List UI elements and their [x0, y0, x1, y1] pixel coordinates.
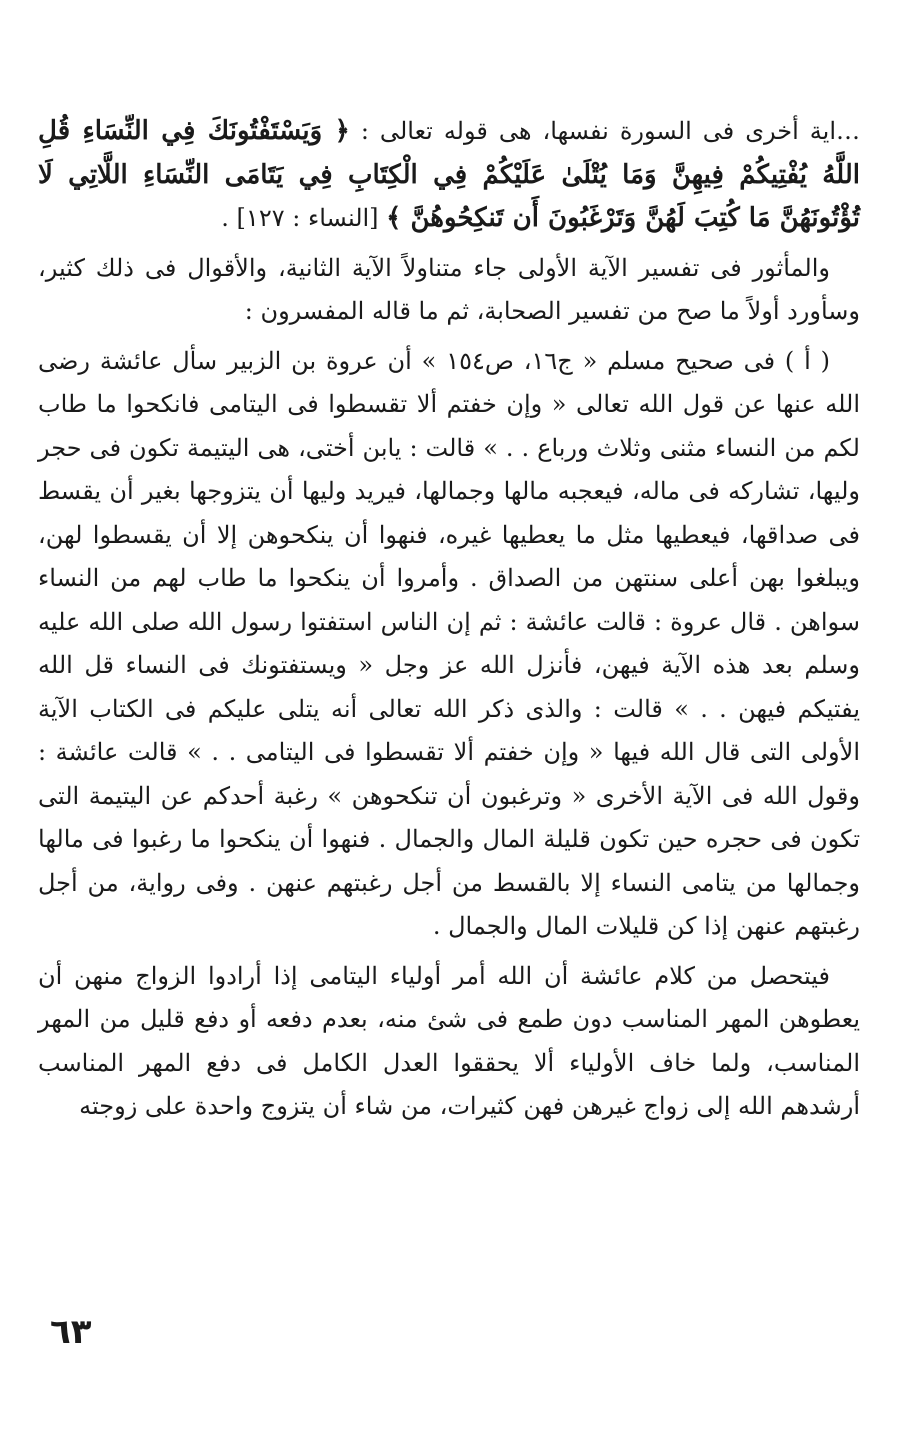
page-body: [38, 110, 860, 1129]
page-number: ٦٣: [50, 1312, 92, 1352]
paragraph-conclusion: فيتحصل من كلام عائشة أن الله أمر أولياء اليتامى إذا أرادوا الزواج منهن أن يعطوهن المهر المناسب دون طمع فى شئ منه، بعدم دفعه أو دفع قليل من المهر المناسب، ولما خاف الأولياء ألا يحققوا العدل الكامل فى دفع المهر المناسب أرشدهم الله إلى زواج غيرهن فهن كثيرات، من شاء أن يتزوج واحدة على زوجته: [38, 961, 860, 1120]
verse-reference: [النساء : ١٢٧] .: [221, 204, 379, 232]
paragraph-sahih-muslim-narration: ( أ ) فى صحيح مسلم « ج١٦، ص١٥٤ » أن عروة بن الزبير سأل عائشة رضى الله عنها عن قول الله تعالى « وإن خفتم ألا تقسطوا فى اليتامى فانكحوا ما طاب لكم من النساء مثنى وثلاث ورباع . . » قالت : يابن أختى، هى اليتيمة تكون فى حجر وليها، تشاركه فى ماله، فيعجبه مالها وجمالها، فيريد وليها أن يتزوجها بغير أن يقسط فى صداقها، فيعطيها مثل ما يعطيها غيره، فنهوا أن ينكحوهن إلا أن يقسطوا لهن، ويبلغوا بهن أعلى سنتهن من الصداق . وأمروا أن ينكحوا ما طاب لهم من النساء سواهن . قال عروة : قالت عائشة : ثم إن الناس استفتوا رسول الله صلى الله عليه وسلم بعد هذه الآية فيهن، فأنزل الله عز وجل « ويستفتونك فى النساء قل الله يفتيكم فيهن . . » قالت : والذى ذكر الله تعالى أنه يتلى عليكم فى الكتاب الآية الأولى التى قال الله فيها « وإن خفتم ألا تقسطوا فى اليتامى . . » قالت عائشة : وقول الله فى الآية الأخرى « وترغبون أن تنكحوهن » رغبة أحدكم عن اليتيمة التى تكون فى حجره حين تكون قليلة المال والجمال . فنهوا أن ينكحوا ما رغبوا فى مالها وجمالها من يتامى النساء إلا بالقسط من أجل رغبتهم عنهن . وفى رواية، من أجل رغبتهم عنهن إذا كن قليلات المال والجمال .: [38, 346, 860, 940]
paragraph-verse-citation: [38, 110, 860, 241]
verse-intro-text: …اية أخرى فى السورة نفسها، هى قوله تعالى :: [360, 117, 860, 145]
quran-verse: ﴿ وَيَسْتَفْتُونَكَ فِي النِّسَاءِ قُلِ اللَّهُ يُفْتِيكُمْ فِيهِنَّ وَمَا يُتْلَىٰ عَلَيْكُمْ فِي الْكِتَابِ فِي يَتَامَى النِّسَاءِ اللَّاتِي لَا تُؤْتُونَهُنَّ مَا كُتِبَ لَهُنَّ وَتَرْغَبُونَ أَن تَنكِحُوهُنَّ ﴾: [38, 116, 860, 233]
paragraph-tafsir-intro: والمأثور فى تفسير الآية الأولى جاء متناولاً الآية الثانية، والأقوال فى ذلك كثير، وسأورد أولاً ما صح من تفسير الصحابة، ثم ما قاله المفسرون :: [38, 253, 860, 325]
